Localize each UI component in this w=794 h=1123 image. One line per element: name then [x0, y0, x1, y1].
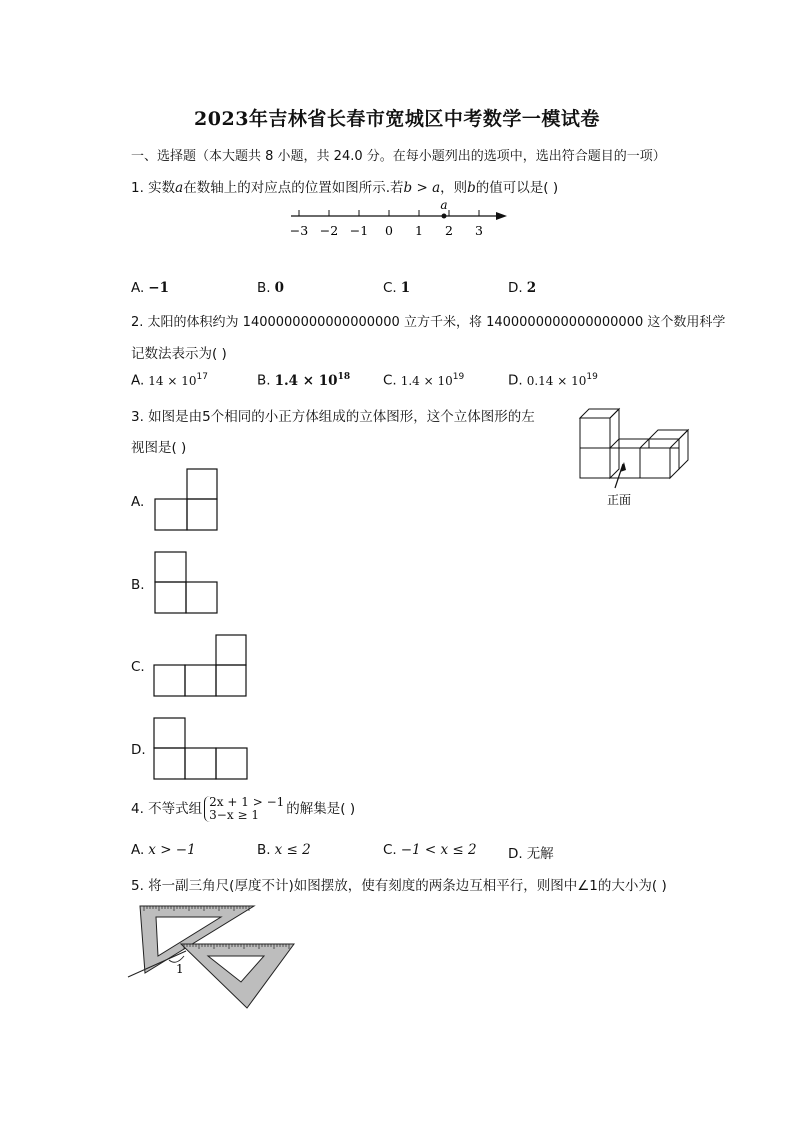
question-2-line2: 记数法表示为( )	[131, 346, 227, 362]
q1-condition: b > a	[403, 180, 441, 196]
q4-text-a: 4. 不等式组	[131, 801, 203, 817]
q2-option-d[interactable]: D. $0.14 \times 10^{19}$	[508, 372, 598, 389]
tick-label: 3	[475, 223, 483, 238]
q1-option-c[interactable]: C. 1	[383, 280, 411, 296]
q4-text-b: 的解集是( )	[286, 801, 356, 817]
q1-option-d[interactable]: D. 2	[508, 280, 537, 296]
question-1-text	[131, 176, 558, 196]
section-heading: 一、选择题（本大题共 8 小题，共 24.0 分。在每小题列出的选项中，选出符合题目的一项）	[131, 149, 666, 164]
q3-option-b-figure[interactable]	[154, 551, 220, 615]
q3-option-d-figure[interactable]	[153, 717, 251, 781]
set-square-30-60	[140, 906, 254, 973]
q3-option-a-figure[interactable]	[154, 468, 220, 532]
q1-text-d: 的值可以是( )	[475, 180, 559, 196]
page-title: 2023年吉林省长春市宽城区中考数学一模试卷	[194, 108, 600, 130]
q3-option-c-figure[interactable]	[153, 634, 249, 698]
inequality-system	[204, 796, 284, 822]
tick-label: 2	[445, 223, 453, 238]
front-label: 正面	[606, 493, 632, 507]
q4-option-b[interactable]: B. x ≤ 2	[257, 842, 311, 858]
angle-1-label: 1	[176, 962, 184, 976]
tick-label: −1	[349, 223, 369, 238]
question-2-line1: 2. 太阳的体积约为 1400000000000000000 立方千米，将 1400000000000000000 这个数用科学	[131, 315, 726, 330]
inequality-2: 3−x ≥ 1	[209, 808, 259, 822]
q1-text-a: 1. 实数	[131, 180, 176, 196]
q2-option-c[interactable]: C. $1.4 \times 10^{19}$	[383, 372, 465, 389]
q4-option-c[interactable]: C. −1 < x ≤ 2	[383, 842, 477, 858]
front-arrow-icon	[620, 462, 626, 472]
q1-text-b: 在数轴上的对应点的位置如图所示.若	[183, 180, 404, 196]
q3-option-c-label[interactable]: C.	[131, 659, 145, 675]
question-4-text	[131, 796, 355, 822]
q1-var-a: a	[175, 180, 184, 196]
number-line-figure	[285, 196, 515, 242]
tick-label: −3	[289, 223, 309, 238]
q2-option-a[interactable]: A. $14 \times 10^{17}$	[131, 372, 208, 389]
q4-option-d[interactable]: D. 无解	[508, 846, 554, 862]
q1-option-b[interactable]: B. 0	[257, 280, 284, 296]
inequality-1: 2x + 1 > −1	[209, 795, 285, 809]
q3-option-a-label[interactable]: A.	[131, 494, 145, 510]
point-a-label: a	[440, 198, 448, 212]
question-3-line1: 3. 如图是由5个相同的小正方体组成的立体图形，这个立体图形的左	[131, 409, 535, 425]
number-line-arrow-icon	[496, 212, 507, 220]
q4-option-a[interactable]: A. x > −1	[131, 842, 196, 858]
question-3-line2: 视图是( )	[131, 440, 187, 456]
q3-option-d-label[interactable]: D.	[131, 742, 146, 758]
question-5-text: 5. 将一副三角尺(厚度不计)如图摆放，使有刻度的两条边互相平行，则图中∠1的大小为( )	[131, 878, 667, 894]
tick-label: −2	[319, 223, 339, 238]
set-square-45	[181, 944, 294, 1008]
triangle-rulers-figure	[126, 898, 301, 1014]
solid-figure	[575, 404, 695, 512]
q1-option-a[interactable]: A. −1	[131, 280, 170, 296]
tick-label: 1	[415, 223, 423, 238]
tick-label: 0	[385, 223, 393, 238]
q2-option-b[interactable]: B. $1.4 \times 10^{18}$	[257, 372, 351, 389]
q1-var-b: b	[467, 180, 476, 196]
point-a-dot	[442, 214, 447, 219]
q1-text-c: ，则	[440, 180, 468, 196]
q3-option-b-label[interactable]: B.	[131, 577, 145, 593]
